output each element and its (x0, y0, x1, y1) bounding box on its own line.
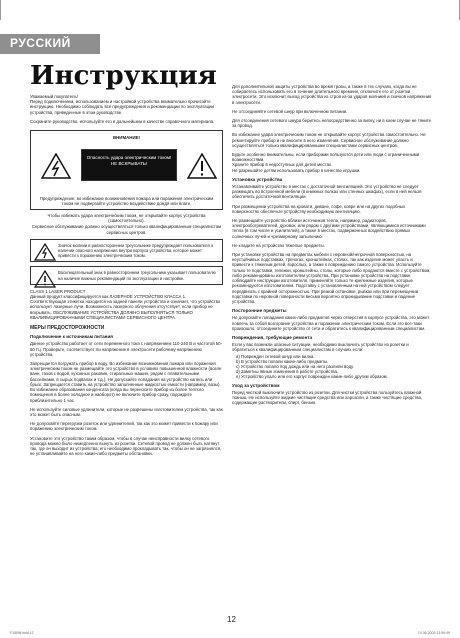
subsection-heading: Установка устройства (232, 176, 283, 182)
shock-warning: Опасность удара электрическим током! НЕ ВСКРЫВАТЬ! (81, 149, 177, 181)
foreign-paragraph: Не допускайте попадания каких-либо предметов через отверстия в корпусе устройства, это может повлечь за собой возгорание устройства и поражение электрическим током. Если это все-таки произошло, отсоедините устройство от сети и обратитесь к квалифицированным специалистам. (232, 315, 430, 331)
placement-paragraph: Установите это устройство таким образом, чтобы в случае неисправности вилку сетевого провода можно было немедленно вынуть из розетки. Сетевой провод не должен быть натянут так, где он выходит из устройства; его необходимо прокладывать так, чтобы он не загрязнялся, не устанавливайте на него какие-либо предметы обстановки. (30, 435, 222, 457)
warning-box (30, 130, 223, 210)
exclamation-triangle-icon (187, 153, 217, 179)
subsection-heading: Посторонние предметы (232, 308, 287, 314)
right-column (232, 84, 432, 409)
install-paragraph: При размещении устройства на кровати, диване, софе, ковре или на других подобных поверхностях обеспечьте устройству необходимую вентиляцию. (232, 203, 406, 214)
list-item: a) Поврежден сетевой шнур или вилка. (236, 353, 315, 359)
list-item: b) В устройство попали какие-либо предметы. (236, 358, 329, 364)
lightning-triangle-icon (34, 243, 56, 261)
footer-date: 10.06.2009 13:59:49 (417, 631, 450, 635)
print-footer (10, 631, 450, 635)
lightning-note-box (30, 239, 223, 263)
power-paragraph: Данное устройство работает от сети переменного тока с напряжением 110-240 В и частотой 50-60 Гц. Проверьте, соответствует ли напряжение в электросети рабочему напряжению устройства. (30, 341, 222, 357)
damage-list (232, 354, 432, 380)
toy-paragraph: Не разрешайте детям использовать прибор в качестве игрушки. (232, 167, 361, 173)
language-label: РУССКИЙ (10, 36, 71, 50)
page-title: Инструкция (30, 61, 217, 91)
install-paragraph: Не кладите на устройство тяжелые предметы. (232, 242, 325, 248)
subsection-heading: Уход за устройством (232, 382, 280, 388)
plug-paragraph: Для отсоединения сетевого шнура беритесь непосредственно за вилку, ни в коем случае не тяните за провод. (232, 118, 432, 129)
laser-text: Данный продукт классифицируется как ЛАЗЕРНОЕ УСТРОЙСТВО КЛАССА 1. Соответствующая этикетка находится на задней панели устройства и означает, что устройство использует лазерные лучи. Возможность лазерного облучения отсутствует, если прибор не вскрывать. ОБСЛУЖИВАНИЕ УСТРОЙСТВА ДОЛЖНО ВЫПОЛНЯТЬСЯ ТОЛЬКО КВАЛИФИЦИРОВАННЫМИ СПЕЦИАЛИСТАМИ СЕРВИСНОГО ЦЕНТРА. (30, 294, 221, 320)
subsection-heading: Повреждения, требующие ремонта (232, 334, 313, 340)
list-item: c) Устройство попало под дождь или на него разлили воду. (236, 363, 354, 369)
exclamation-note-box (30, 266, 223, 284)
exclamation-note: Восклицательный знак в равностороннем треугольнике указывает пользователю на наличие важных рекомендаций по эксплуатации и настройке. (58, 270, 216, 281)
list-item: e) Устройство упало или его корпус поврежден какие-либо другим образом. (236, 374, 388, 380)
intro-paragraph: Перед подключением, использованием и настройкой устройства внимательно прочитайте инструкцию. Необходимо соблюдать все предупреждения и рекомендации по эксплуатации устройства, приведенные в этом руководстве. (30, 99, 214, 115)
storage-paragraph: Храните прибор в недоступных для детей местах. (232, 162, 333, 168)
storm-paragraph: Для дополнительной защиты устройства во время грозы, а также в тех случаях, когда вы не собираетесь использовать его в течение длительного времени, отключите его от розетки электросети. Это исключит выход устройства из строя из-за ударов молнией и скачков напряжения в электросети. (232, 84, 432, 105)
case-paragraph: Во избежание удара электрическим током не открывайте корпус устройства самостоятельно. Не ремонтируйте прибор и не вносите в него изменения. Сервисное обслуживание должно осуществляться только квалифицированными специалистами сервисных центров. (232, 132, 426, 148)
laser-title: CLASS 1 LASER PRODUCT (30, 288, 86, 294)
install-paragraph: Не размещайте устройство вблизи источников тепла, например, радиаторов, электрообогревателей, духовок, или рядом с другими устройствами, являющимися источниками тепла (в том числе и усилителей), а также в местах, подверженных воздействию прямых солнечных лучей и чрезмерному запылению. (232, 218, 426, 239)
list-item: d) Заметны явные изменения в работе устройства. (236, 369, 339, 375)
lightning-triangle-icon (41, 153, 71, 179)
crop-mark (0, 0, 1, 20)
extension-paragraph: Не используйте силовые удлинители, которые не разрешены изготовителем устройства, так как это может быть опасным. (30, 406, 223, 417)
water-paragraph: Запрещается погружать прибор в воду. Во избежание возникновения пожара или поражения электрическим током не размещайте это устройство в условиях повышенной влажности (возле ванн, тазов с водой, кухонных раковин, стиральных машин, рядом с плавательными бассейнами, в сырых подвалах и т.д.). Не допускайте попадания на устройство капель или брызг. Запрещается ставить на устройство заполненные жидкостью емкости (например, вазы). Во избежание образования конденсата (когда вы переносите прибор из более теплого помещения в более холодное и наоборот) не включите прибор сразу, подождите приблизительно 1 час. (30, 361, 222, 403)
lightning-note: Значок молнии в равностороннем треугольнике предупреждает пользователя о наличии опасного напряжения внутри корпуса устройства, которое может привести к поражению электрическим током. (58, 242, 214, 259)
warning-open-case: Чтобы избежать удара электрическим током, не открывайте корпус устройства (самостоятельно). (47, 213, 206, 224)
overload-paragraph: Не допускайте перегрузки розеток или удлинителей, так как это может привести к пожару или поражению электрическим током. (30, 421, 218, 432)
damage-paragraph: Если у вас возникли опасные ситуации, необходимо выключить устройство из розетки и обратиться к квалифицированным специалистам в случаях если: (232, 342, 409, 353)
warning-title: ВНИМАНИЕ! (112, 135, 141, 141)
install-paragraph: Устанавливайте устройство в местах с достаточной вентиляцией. Это устройство не следует размещать во встроенной мебели (в книжных полках или стенных шкафах), если в ней нельзя обеспечить достаточной вентиляции. (232, 184, 422, 200)
page-number: 12 (227, 615, 236, 624)
left-column (30, 62, 223, 460)
exclamation-triangle-icon (34, 270, 56, 288)
keep-paragraph: Сохраните руководство, используйте его в дальнейшем в качестве справочного материала. (30, 118, 215, 124)
warning-service: Сервисное обслуживание должно осуществляться только квалифицированным специалистам сервисных центров. (31, 224, 222, 235)
section-heading: МЕРЫ ПРЕДОСТОРОЖНОСТИ (30, 325, 105, 332)
care-paragraph: Перед чисткой выключите устройство из розетки. Для чистки устройства пользуйтесь влажной тканью. Не используйте жидкие чистящие средства или аэрозоли, а также чистящие средства, содержащие растворители, спирт, бензин. (232, 389, 423, 406)
greeting: Уважаемый покупатель! (30, 94, 78, 99)
language-banner (0, 0, 460, 54)
install-paragraph: При установке устройства на предметах мебели с неровной/непрочной поверхностью, на неустойчивых подставках, треногах, кронштейнах, столах, так как изделие может упасть и привести к тяжелым детей, взрослых, а также к повреждению самого устройства. Используйте только те подставки, тележки, кронштейны, столы, которые либо продаются вместе с устройством, либо рекомендованы изготовителем устройства. При установке устройства на подставке соблюдайте инструкции изготовителя, применяйте только те крепежные изделия, которые рекомендуются изготовителем. Подставку с установленным на ней устройством следует передвигать с крайней осторожностью. При резкой остановке, рывках или при перемещении подставки по неровной поверхности весьма вероятно опрокидывание подставки и падение устройства. (232, 252, 431, 304)
warning-note: Предупреждение: во избежание возникновения пожара или поражения электрическим током не подвергайте устройство воздействию дождя или влаги. (39, 195, 214, 206)
subsection-heading: Подключение к источникам питания (30, 334, 113, 340)
footer-file: F150W.indd 12 (10, 631, 34, 635)
children-paragraph: Будьте особенно внимательны, если приборами пользуются дети или люди с ограниченными возможностями. (232, 152, 420, 163)
cord-paragraph: Не отсоединяйте сетевой шнур при включенном питании. (232, 108, 348, 114)
